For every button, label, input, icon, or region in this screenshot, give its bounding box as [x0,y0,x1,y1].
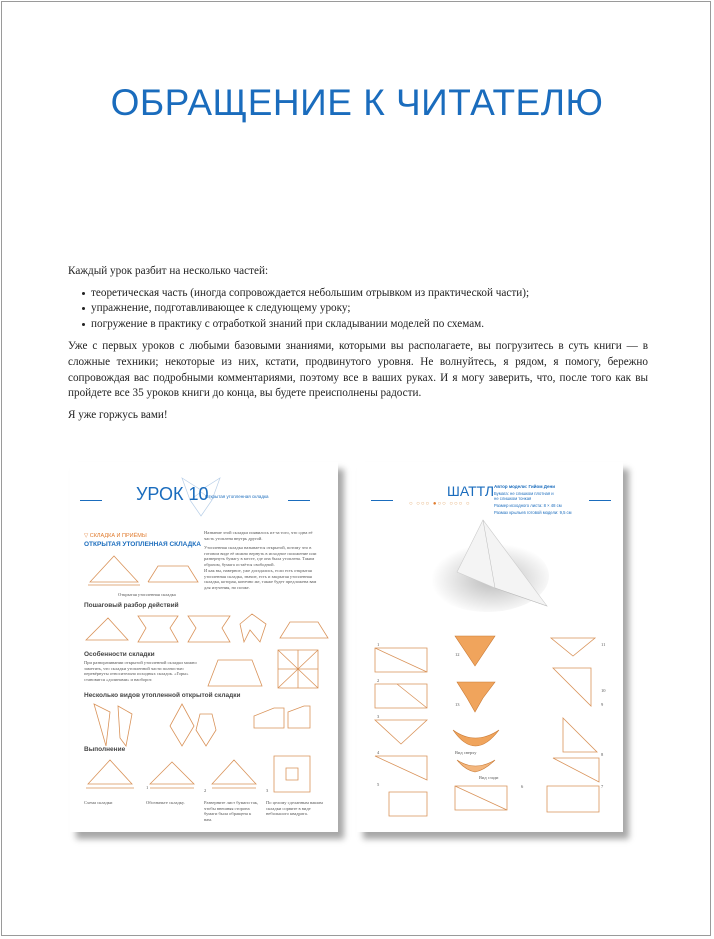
model-photo [417,516,567,616]
closing: Я уже горжусь вами! [68,408,168,421]
model-span: Размах крыльев готовой модели: 9,5 см [494,510,572,515]
step-number: 7 [601,784,604,789]
text-block: И как вы, наверное, уже догадались, если есть открытая утопленная складка, значит, есть и закрытая утопленная складка, которая, конечно же, также будет предложена вам для изучения, но позже. [204,568,317,590]
step-number: 3 [377,714,380,719]
features-heading: Особенности складки [84,651,155,658]
folding-diagrams [367,632,617,818]
exec-caption: По целому сделанным вашим складки сорвите в виде небольшого квадрата. [266,800,323,816]
exec-caption: Обозначьте складку. [146,800,185,805]
lesson-page-thumbnail [70,462,338,832]
fold-feature-diagram [206,648,326,690]
page-title: ОБРАЩЕНИЕ К ЧИТАТЕЛЮ [110,82,604,123]
divider [589,500,611,501]
lesson-subtitle: Открытая утопленная складка [205,494,269,499]
divider [288,500,310,501]
steps-heading: Пошаговый разбор действий [84,602,179,609]
model-size: Размер исходного листа: 8 × 48 см [494,503,562,508]
list-item: упражнение, подготавливающее к следующему уроку; [82,301,648,317]
model-title: ШАТТЛ [447,483,495,499]
caption: Открытая утопленная складка [118,592,176,597]
types-heading: Несколько видов утопленной открытой складки [84,692,241,699]
step-number: 10 [601,688,606,693]
fold-diagram [88,552,198,588]
paragraph: Уже с первых уроков с любыми базовыми знаниями, которыми вы располагаете, вы погрузитесь в суть книги — в сложные техники; некоторые из них, кстати, продвинутого уровня. Не волнуйтесь, я рядом, я помогу, бережно сопровождая вас подробными комментариями, поэтому все в ваших руках. И я могу заверить, что, после того как вы пройдете все 35 уроков книги до конца, вы будете преисполнены радости. [68,340,648,400]
step-number: 4 [377,750,380,755]
section-label: ▽ СКЛАДКА И ПРИЁМЫ [84,533,147,539]
step-number: 6 [521,784,524,789]
step-number: 12 [455,652,460,657]
difficulty-circles: ○ ○○○ ●○○ ○○○ ○ [409,501,471,507]
step-number: 13 [455,702,460,707]
step-number: 1 [377,642,380,647]
lesson-number: УРОК 10 [136,484,209,504]
step-number: 1 [146,785,149,790]
step-number: 2 [377,678,380,683]
features-text: При разворачивании открытой утопленной складки можно заметить, что складки утопленной части полностью перевёрнуты относительно исходных складок. «Горы» становятся «долинами» и наоборот. [84,660,197,682]
model-author: Автор модели: Гийом Дени [494,484,556,489]
caption-top-view: Вид сверху [455,750,477,755]
divider [80,500,102,501]
text-block: Утопленная складка называется открытой, потому что в готовом виде её можно вернуть в исходное положение или развернуть бумагу в месте, где она была утоплена. Таким образом, бумага остаётся свободной. [204,545,317,567]
list-item: теоретическая часть (иногда сопровождается небольшим отрывком из практической части); [82,286,648,302]
list-item: погружение в практику с отработкой знаний при складывании моделей по схемам. [82,317,648,333]
fold-types-diagram [88,702,320,748]
body-text [68,264,648,429]
exec-caption: Схема складки [84,800,113,805]
divider [371,500,393,501]
model-page-thumbnail [357,462,623,832]
section-heading: ОТКРЫТАЯ УТОПЛЕННАЯ СКЛАДКА [84,541,201,548]
step-number: 8 [601,752,604,757]
exec-caption: Разверните лист бумаги так, чтобы внешняя сторона бумаги была обращена к вам. [204,800,259,822]
step-number: 5 [377,782,380,787]
text-block: Название этой складки появилось из-за того, что одна её часть утоплена внутрь другой. [204,530,313,541]
parts-list [68,286,648,333]
step-number: 3 [266,788,269,793]
caption-back-view: Вид сзади [479,775,499,780]
execution-heading: Выполнение [84,746,126,753]
step-number: 11 [601,642,606,647]
step-number: 9 [601,702,604,707]
intro: Каждый урок разбит на несколько частей: [68,265,269,277]
model-paper: Бумага: не слишком плотная и не слишком тонкая [494,491,554,501]
step-number: 2 [204,788,207,793]
fold-steps-diagram [84,612,324,646]
